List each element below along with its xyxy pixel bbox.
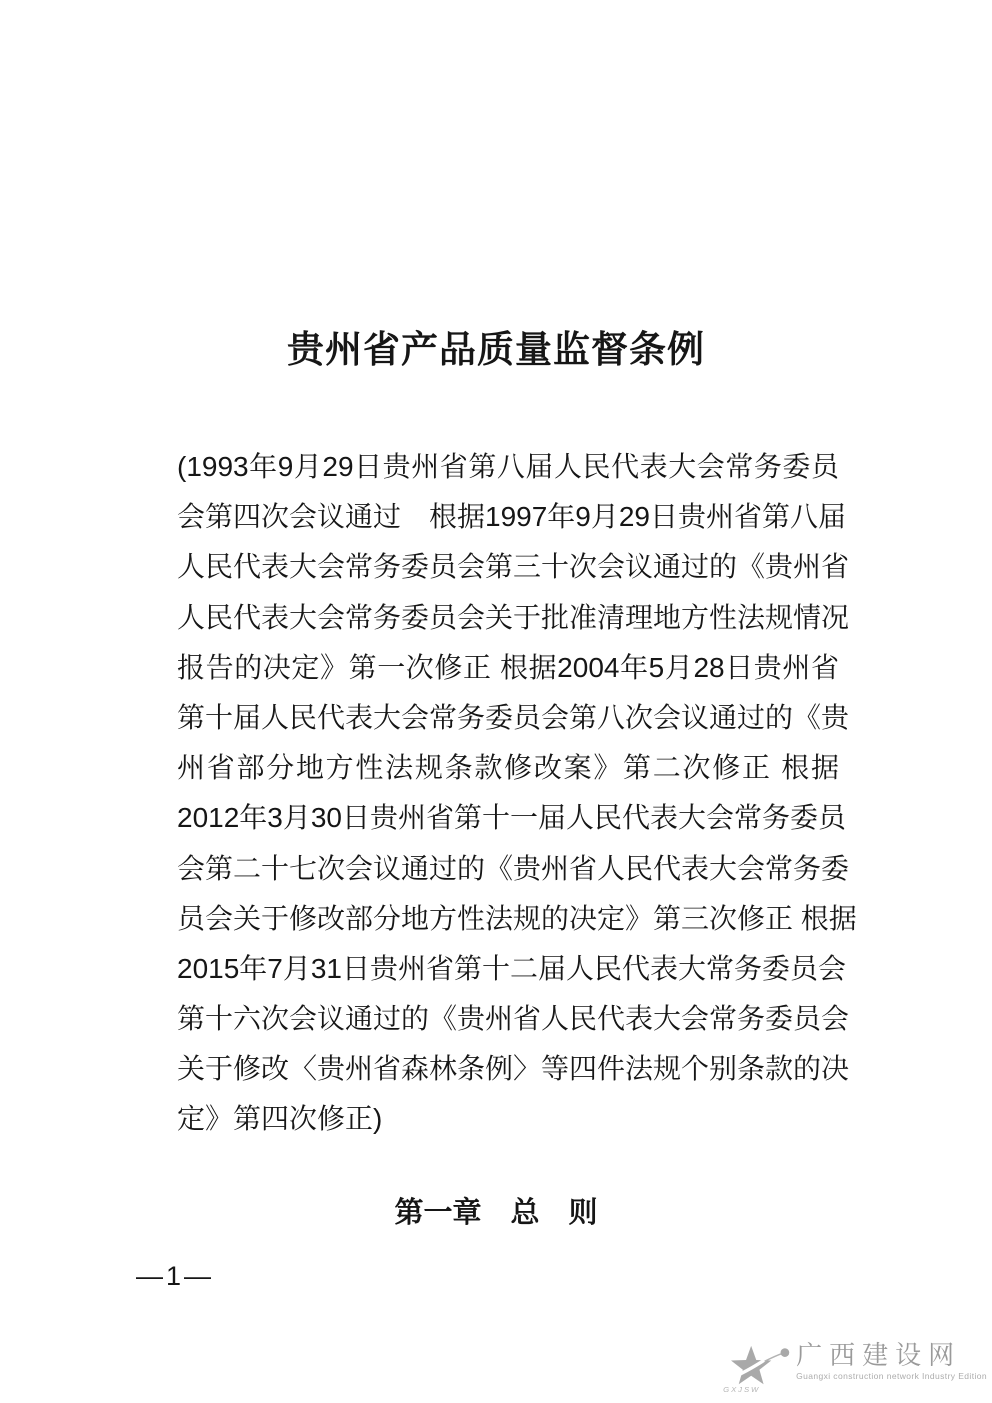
preamble-line: 2012年3月30日贵州省第十一届人民代表大会常务委员 [177, 802, 847, 834]
preamble-line: 人民代表大会常务委员会第三十次会议通过的《贵州省 [177, 551, 850, 583]
preamble-line: 关于修改〈贵州省森林条例〉等四件法规个别条款的决 [177, 1053, 850, 1085]
preamble-line: 2015年7月31日贵州省第十二届人民代表大常务委员会 [177, 952, 847, 984]
preamble-line: 州省部分地方性法规条款修改案》第二次修正 根据 [177, 752, 839, 784]
preamble-line: 会第二十七次会议通过的《贵州省人民代表大会常务委 [177, 852, 850, 884]
preamble-line: 第十六次会议通过的《贵州省人民代表大会常务委员会 [177, 1003, 850, 1035]
preamble-line: 员会关于修改部分地方性法规的决定》第三次修正 根据 [177, 902, 857, 934]
watermark-site-name: 广西建设网 [796, 1340, 962, 1370]
document-title: 贵州省产品质量监督条例 [287, 329, 705, 370]
star-logo-icon [716, 1342, 794, 1396]
page-number: —1— [136, 1261, 215, 1291]
preamble-paragraph [177, 442, 857, 1145]
preamble-line: 报告的决定》第一次修正 根据2004年5月28日贵州省 [177, 651, 839, 683]
preamble-line: 会第四次会议通过 根据1997年9月29日贵州省第八届 [177, 501, 847, 533]
logo-script-text: GXJSW [723, 1385, 761, 1395]
chapter-heading: 第一章 总 则 [394, 1197, 598, 1229]
preamble-line: 人民代表大会常务委员会关于批准清理地方性法规情况 [177, 601, 850, 633]
watermark-tagline: Guangxi construction network Industry Edition [796, 1371, 987, 1381]
watermark-text-block [796, 1340, 987, 1381]
watermark [716, 1340, 987, 1396]
preamble-line: 第十届人民代表大会常务委员会第八次会议通过的《贵 [177, 701, 850, 733]
preamble-line: 定》第四次修正) [177, 1103, 383, 1135]
preamble-line: (1993年9月29日贵州省第八届人民代表大会常务委员 [177, 451, 839, 482]
